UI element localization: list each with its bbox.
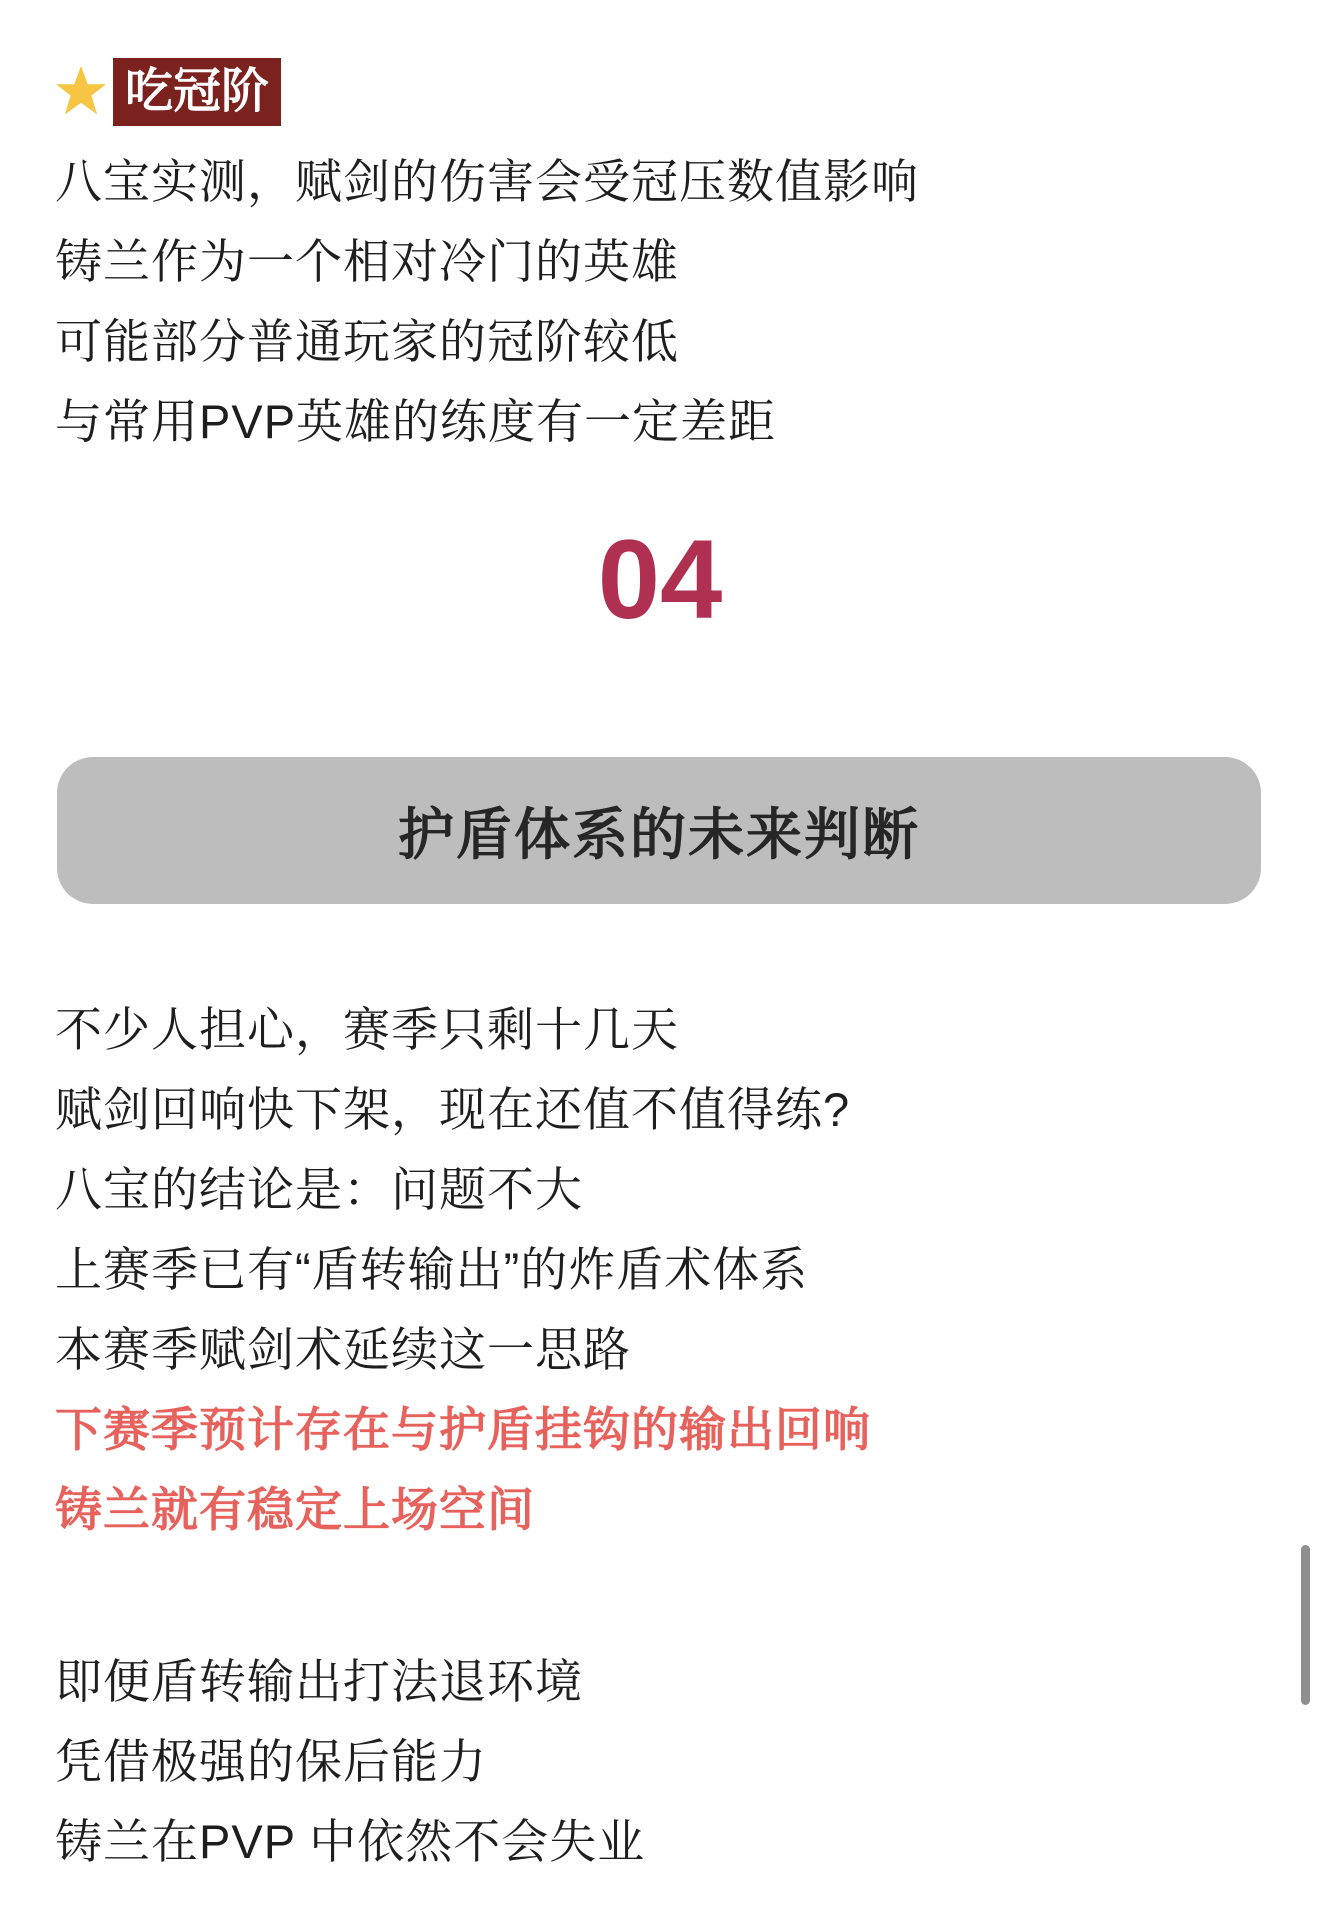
section-banner-title: 护盾体系的未来判断 <box>398 802 920 866</box>
emphasis-line: 铸兰就有稳定上场空间 <box>55 1483 535 1536</box>
section-number: 04 <box>597 517 723 642</box>
body-paragraph-2 <box>55 1642 645 1882</box>
body-line: 即便盾转输出打法退环境 <box>55 1655 583 1708</box>
body-line: 本赛季赋剑术延续这一思路 <box>55 1323 631 1376</box>
header-tag-line <box>55 58 281 126</box>
scrollbar-thumb[interactable] <box>1301 1545 1310 1705</box>
body-line: 赋剑回响快下架，现在还值不值得练? <box>55 1083 851 1136</box>
intro-line: 与常用PVP英雄的练度有一定差距 <box>55 395 777 448</box>
section-banner <box>57 757 1261 904</box>
body-line: 不少人担心，赛季只剩十几天 <box>55 1003 679 1056</box>
body-line: 铸兰在PVP 中依然不会失业 <box>55 1815 646 1868</box>
body-line: 凭借极强的保后能力 <box>55 1735 487 1788</box>
intro-paragraph <box>55 142 919 462</box>
star-icon <box>55 66 107 118</box>
intro-line: 铸兰作为一个相对冷门的英雄 <box>55 235 679 288</box>
intro-line: 八宝实测，赋剑的伤害会受冠压数值影响 <box>55 155 919 208</box>
body-line: 八宝的结论是：问题不大 <box>55 1163 583 1216</box>
intro-line: 可能部分普通玩家的冠阶较低 <box>55 315 679 368</box>
body-paragraph-1 <box>55 990 871 1550</box>
highlight-tag: 吃冠阶 <box>113 58 281 126</box>
body-line: 上赛季已有“盾转输出”的炸盾术体系 <box>55 1243 809 1296</box>
emphasis-line: 下赛季预计存在与护盾挂钩的输出回响 <box>55 1403 871 1456</box>
